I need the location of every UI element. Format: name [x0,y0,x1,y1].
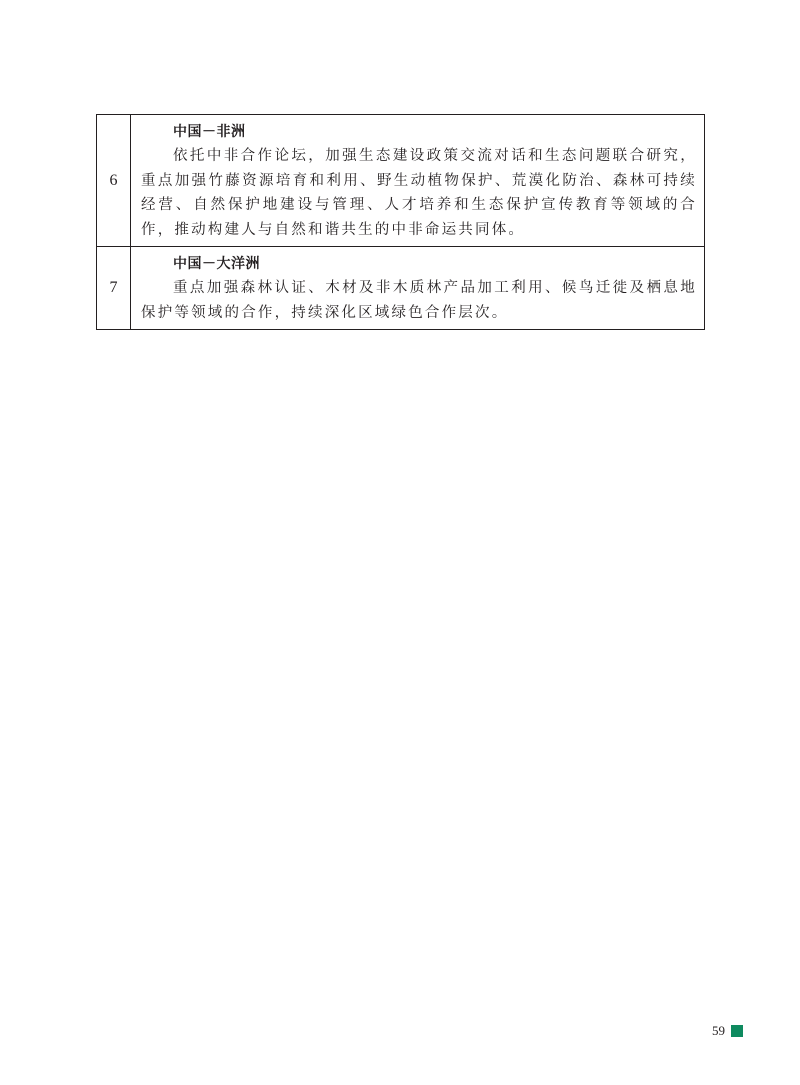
square-marker-icon [731,1025,743,1037]
page-footer [712,1023,743,1039]
row-content [131,115,705,247]
region-description: 依托中非合作论坛，加强生态建设政策交流对话和生态问题联合研究，重点加强竹藤资源培育和利用、野生动植物保护、荒漠化防治、森林可持续经营、自然保护地建设与管理、人才培养和生态保护宣传教育等领域的合作，推动构建人与自然和谐共生的中非命运共同体。 [141,148,697,238]
region-title: 中国－大洋洲 [173,256,260,272]
row-content [131,247,705,330]
row-number: 7 [97,247,131,330]
table-row [97,115,705,247]
table-row [97,247,705,330]
row-number: 6 [97,115,131,247]
cooperation-table [96,114,705,330]
region-description: 重点加强森林认证、木材及非木质林产品加工利用、候鸟迁徙及栖息地保护等领域的合作，持续深化区域绿色合作层次。 [141,280,697,321]
region-title: 中国－非洲 [173,124,246,140]
page-number: 59 [712,1023,725,1038]
